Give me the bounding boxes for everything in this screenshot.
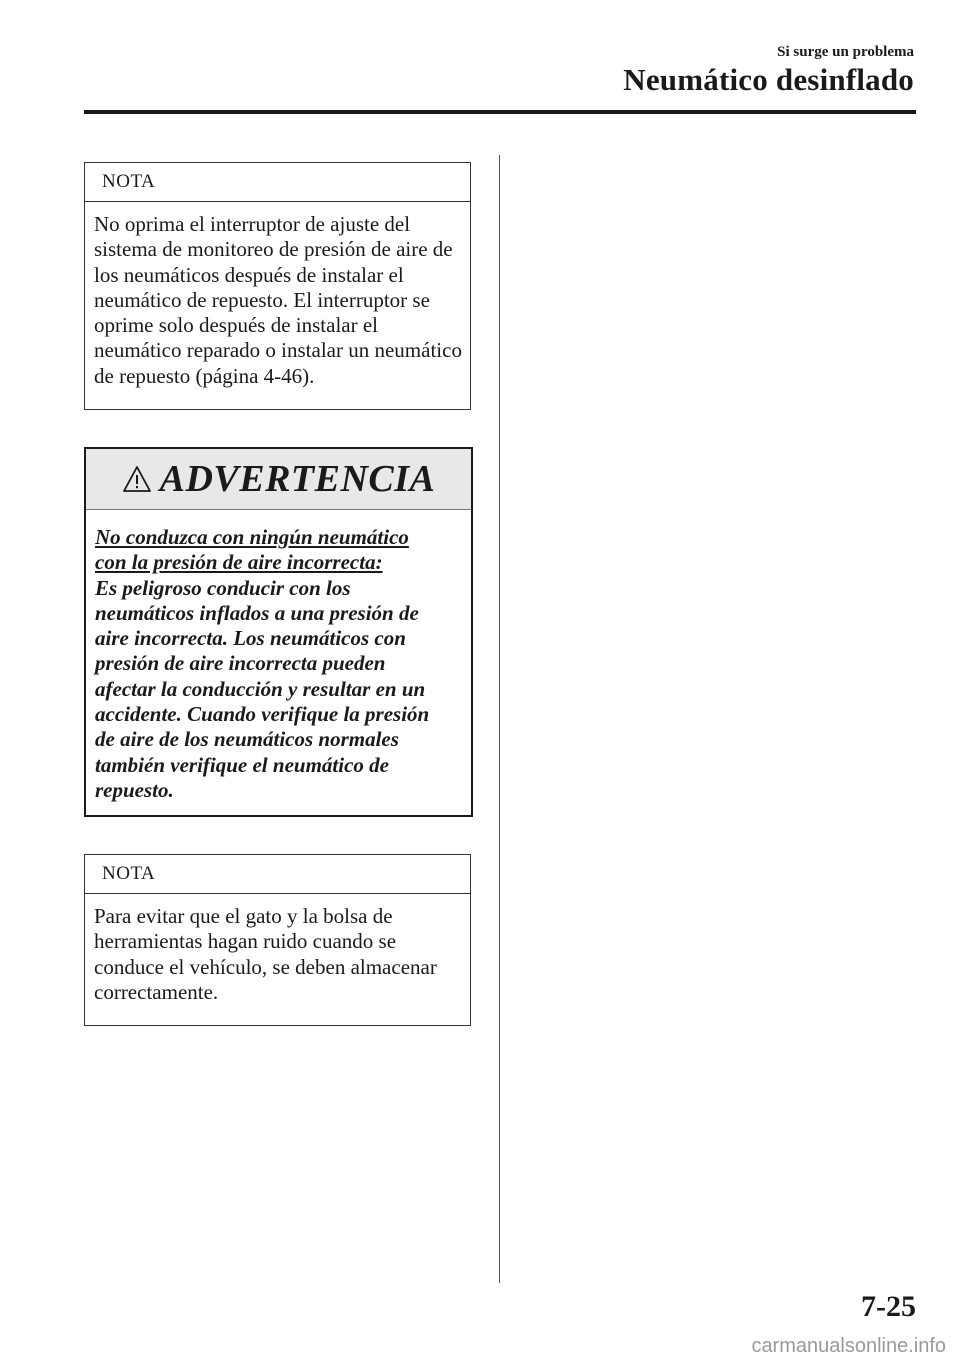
section-label: Si surge un problema <box>777 44 914 60</box>
warning-heading-line: No conduzca con ningún neumático <box>95 525 409 549</box>
warning-box <box>84 447 473 817</box>
watermark-link[interactable]: carmanualsonline.info <box>751 1335 946 1357</box>
warning-body <box>86 510 471 803</box>
header-rule <box>84 110 916 114</box>
warning-text-line: Es peligroso conducir con los <box>95 575 351 600</box>
note-heading: NOTA <box>85 855 470 894</box>
warning-text-line: aire incorrecta. Los neumáticos con <box>95 626 406 651</box>
note-heading: NOTA <box>85 163 470 202</box>
warning-triangle-icon <box>122 465 152 493</box>
note-box <box>84 854 471 1026</box>
note-box <box>84 162 471 410</box>
warning-text-line: repuesto. <box>95 777 174 802</box>
column-divider <box>499 155 500 1283</box>
warning-heading-line: con la presión de aire incorrecta: <box>95 550 383 575</box>
warning-title: ADVERTENCIA <box>159 458 436 500</box>
page-number: 7-25 <box>861 1290 916 1323</box>
warning-text-line: neumáticos inflados a una presión de <box>95 600 419 625</box>
warning-text-line: de aire de los neumáticos normales <box>95 727 399 752</box>
note-body: Para evitar que el gato y la bolsa de herramientas hagan ruido cuando se conduce el vehículo, se deben almacenar correctamente. <box>94 904 437 1004</box>
page-title: Neumático desinflado <box>623 62 914 97</box>
warning-text-line: presión de aire incorrecta pueden <box>95 651 386 676</box>
warning-header <box>86 449 471 510</box>
note-body: No oprima el interruptor de ajuste del sistema de monitoreo de presión de aire de los neumáticos después de instalar el neumático de repuesto. El interruptor se oprime solo después de instalar el neumático reparado o instalar un neumático de repuesto (página 4-46). <box>94 212 462 388</box>
warning-text-line: accidente. Cuando verifique la presión <box>95 702 430 727</box>
warning-text-line: también verifique el neumático de <box>95 752 389 777</box>
warning-text-line: afectar la conducción y resultar en un <box>95 676 426 701</box>
